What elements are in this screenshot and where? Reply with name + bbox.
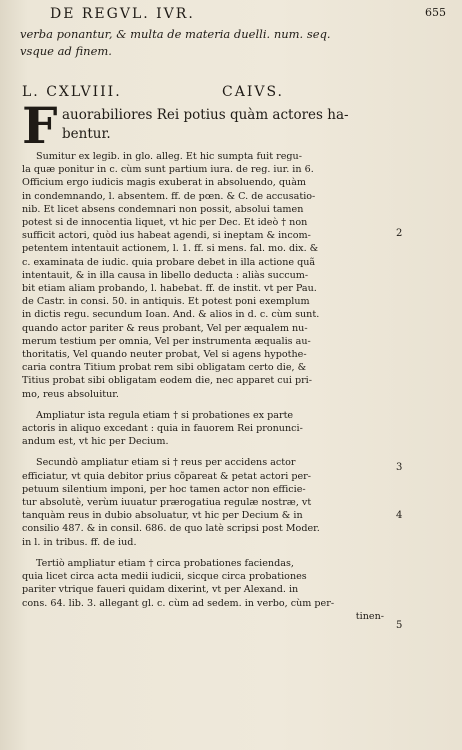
paragraph-1: [22, 150, 384, 401]
text-line: Officium ergo iudicis magis exuberat in absoluendo, quàm: [22, 177, 307, 189]
section-heading: [22, 84, 422, 102]
text-line: Titius probat sibi obligatam eodem die, nec apparet cui pri-: [22, 375, 312, 387]
text-line: nib. Et licet absens condemnari non possit, absolui tamen: [22, 203, 304, 215]
text-line: Secundò ampliatur etiam si † reus per accidens actor: [36, 457, 296, 469]
drop-cap: F: [22, 96, 58, 155]
headline-line: bentur.: [62, 126, 111, 142]
body-text: [22, 150, 384, 623]
text-line: in dictis regu. secundum Ioan. And. & alios in d. c. cùm sunt.: [22, 309, 320, 321]
paragraph-4: [22, 557, 384, 623]
carry-line: verba ponantur, & multa de materia duelli. num. seq.: [20, 27, 331, 41]
text-line: pariter vtrique faueri quidam dixerint, vt per Alexand. in: [22, 584, 299, 596]
text-line: cons. 64. lib. 3. allegant gl. c. cùm ad sedem. in verbo, cùm per-: [22, 597, 335, 609]
rule-headline: [62, 106, 392, 144]
text-line: petentem intentauit actionem, l. 1. ff. si mens. fal. mo. dix. &: [22, 243, 319, 255]
text-line: intentauit, & in illa causa in libello deducta : aliàs succum-: [22, 269, 309, 281]
section-number: L. CXLVIII.: [22, 84, 122, 100]
text-line: quia licet circa acta medii iudicii, sicque circa probationes: [22, 571, 307, 583]
text-line: tanquàm reus in dubio absoluatur, vt hic per Decium & in: [22, 510, 303, 522]
margin-number: 2: [396, 228, 403, 239]
text-line: potest si de innocentia liquet, vt hic per Dec. Et ideò † non: [22, 217, 308, 229]
headline-line: auorabiliores Rei potius quàm actores ha-: [62, 107, 349, 123]
text-line: Tertiò ampliatur etiam † circa probationes faciendas,: [36, 557, 294, 569]
text-line: merum testium per omnia, Vel per instrumenta æqualis au-: [22, 335, 311, 347]
running-head-title: DE REGVL. IVR.: [50, 6, 195, 22]
text-line: la quæ ponitur in c. cùm sunt partium iura. de reg. iur. in 6.: [22, 164, 314, 176]
text-line: andum est, vt hic per Decium.: [22, 436, 169, 448]
paragraph-2: [22, 409, 384, 449]
text-line: de Castr. in consi. 50. in antiquis. Et potest poni exemplum: [22, 296, 310, 308]
text-line: c. examinata de iudic. quia probare debet in illa actione quã: [22, 256, 316, 268]
margin-number: 4: [396, 510, 403, 521]
text-line: caria contra Titium probat rem sibi obligatam certo die, &: [22, 362, 307, 374]
text-line: mo, reus absoluitur.: [22, 388, 119, 400]
text-line: in l. in tribus. ff. de iud.: [22, 536, 137, 548]
section-name: CAIVS.: [222, 84, 285, 100]
carry-line: vsque ad finem.: [20, 44, 112, 58]
text-line: tur absolutè, verùm iuuatur prærogatiua regulæ nostræ, vt: [22, 497, 312, 509]
text-line: tinen-: [355, 610, 384, 622]
carry-over-text: [20, 26, 430, 60]
text-line: actoris in aliquo excedant : quia in fauorem Rei pronunci-: [22, 423, 303, 435]
text-line: Ampliatur ista regula etiam † si probationes ex parte: [36, 409, 294, 421]
text-line: quando actor pariter & reus probant, Vel per æqualem nu-: [22, 322, 308, 334]
text-line: efficiatur, vt quia debitor prius cõpareat & petat actori per-: [22, 470, 311, 482]
paragraph-3: [22, 456, 384, 548]
text-line: bit etiam aliam probando, l. habebat. ff. de instit. vt per Pau.: [22, 283, 317, 295]
text-line: consilio 487. & in consil. 686. de quo latè scripsi post Moder.: [22, 523, 320, 535]
text-line: thoritatis, Vel quando neuter probat, Vel si agens hypothe-: [22, 349, 307, 361]
running-head: [50, 6, 454, 24]
margin-number: 3: [396, 462, 403, 473]
page-number: 655: [425, 6, 446, 19]
text-line: petuum silentium imponi, per hoc tamen actor non efficie-: [22, 483, 306, 495]
text-line: in condemnando, l. absentem. ff. de pœn. & C. de accusatio-: [22, 190, 316, 202]
text-line: sufficit actori, quòd ius habeat agendi, si ineptam & incom-: [22, 230, 311, 242]
text-line: Sumitur ex legib. in glo. alleg. Et hic sumpta fuit regu-: [36, 151, 302, 162]
margin-number: 5: [396, 620, 403, 631]
